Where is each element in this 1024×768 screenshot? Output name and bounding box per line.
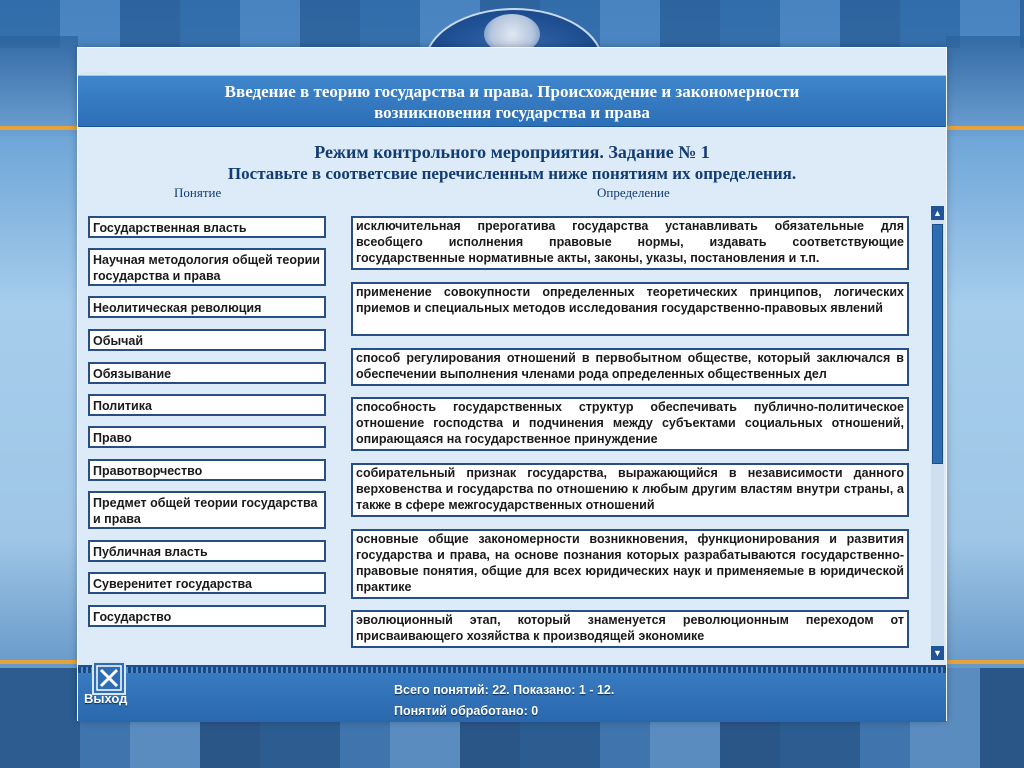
concept-column-label: Понятие xyxy=(174,185,222,200)
scroll-up-arrow-icon[interactable]: ▲ xyxy=(931,206,944,220)
concept-item[interactable]: Государственная власть xyxy=(88,216,326,238)
scroll-thumb[interactable] xyxy=(932,224,943,464)
concept-item[interactable]: Государство xyxy=(88,605,326,627)
close-x-icon xyxy=(96,665,122,691)
instruction-heading: Поставьте в соответсвие перечисленным ниже понятиям их определения. xyxy=(227,164,797,183)
concept-item[interactable]: Суверенитет государства xyxy=(88,572,326,594)
decorative-line xyxy=(0,126,78,130)
concept-item[interactable]: Научная методология общей теории государства и права xyxy=(88,248,326,286)
concept-item[interactable]: Право xyxy=(88,426,326,448)
concept-item[interactable]: Обычай xyxy=(88,329,326,351)
definition-item[interactable]: способность государственных структур обеспечивать публично-политическое отношение господства и подчинения между субъектами социальных отношений, опирающаяся на государственное принуждение xyxy=(351,397,909,451)
decorative-line xyxy=(946,126,1024,130)
window-title xyxy=(78,75,946,127)
concept-item[interactable]: Обязывание xyxy=(88,362,326,384)
definition-item[interactable]: исключительная прерогатива государства устанавливать обязательные для всеобщего исполнения правовые нормы, издавать соответствующие государственные нормативные акты, законы, указы, постановления и т.п. xyxy=(351,216,909,270)
task-window xyxy=(78,48,946,720)
concept-item[interactable]: Неолитическая революция xyxy=(88,296,326,318)
definition-item[interactable]: собирательный признак государства, выражающийся в независимости данного верховенства и государства по отношению к любым другим властям внутри страны, а также в сфере межгосударственных отношений xyxy=(351,463,909,517)
footer-bar xyxy=(78,665,946,722)
definition-item[interactable]: основные общие закономерности возникновения, функционирования и развития государства и права, на основе познания которых разрабатываются государственно-правовые понятия, общие для всех юридических наук и применяемые в юридической практике xyxy=(351,529,909,599)
definition-item[interactable]: способ регулирования отношений в первобытном обществе, который заключался в обеспечении выполнения членами рода определенных общественных дел xyxy=(351,348,909,386)
window-title-line1: Введение в теорию государства и права. Происхождение и закономерности xyxy=(224,82,800,101)
concept-item[interactable]: Правотворчество xyxy=(88,459,326,481)
concept-item[interactable]: Публичная власть xyxy=(88,540,326,562)
definition-item[interactable]: применение совокупности определенных теоретических принципов, логических приемов и специальных методов исследования государственно-правовых явлений xyxy=(351,282,909,336)
scrollbar[interactable] xyxy=(931,206,944,660)
concept-item[interactable]: Предмет общей теории государства и права xyxy=(88,491,326,529)
exit-label[interactable]: Выход xyxy=(84,691,128,706)
definition-column-label: Определение xyxy=(597,185,670,200)
processed-status: Понятий обработано: 0 xyxy=(394,704,539,718)
concept-item[interactable]: Политика xyxy=(88,394,326,416)
background-photo-right xyxy=(946,36,1024,136)
scroll-down-arrow-icon[interactable]: ▼ xyxy=(931,646,944,660)
definition-item[interactable]: эволюционный этап, который знаменуется революционным переходом от присваивающего хозяйства к производящей экономике xyxy=(351,610,909,648)
window-title-line2: возникновения государства и права xyxy=(374,103,650,122)
total-concepts-status: Всего понятий: 22. Показано: 1 - 12. xyxy=(394,683,615,697)
exit-button[interactable] xyxy=(92,661,126,695)
background-photo-left xyxy=(0,36,78,136)
mode-heading: Режим контрольного мероприятия. Задание № 1 xyxy=(314,142,710,162)
